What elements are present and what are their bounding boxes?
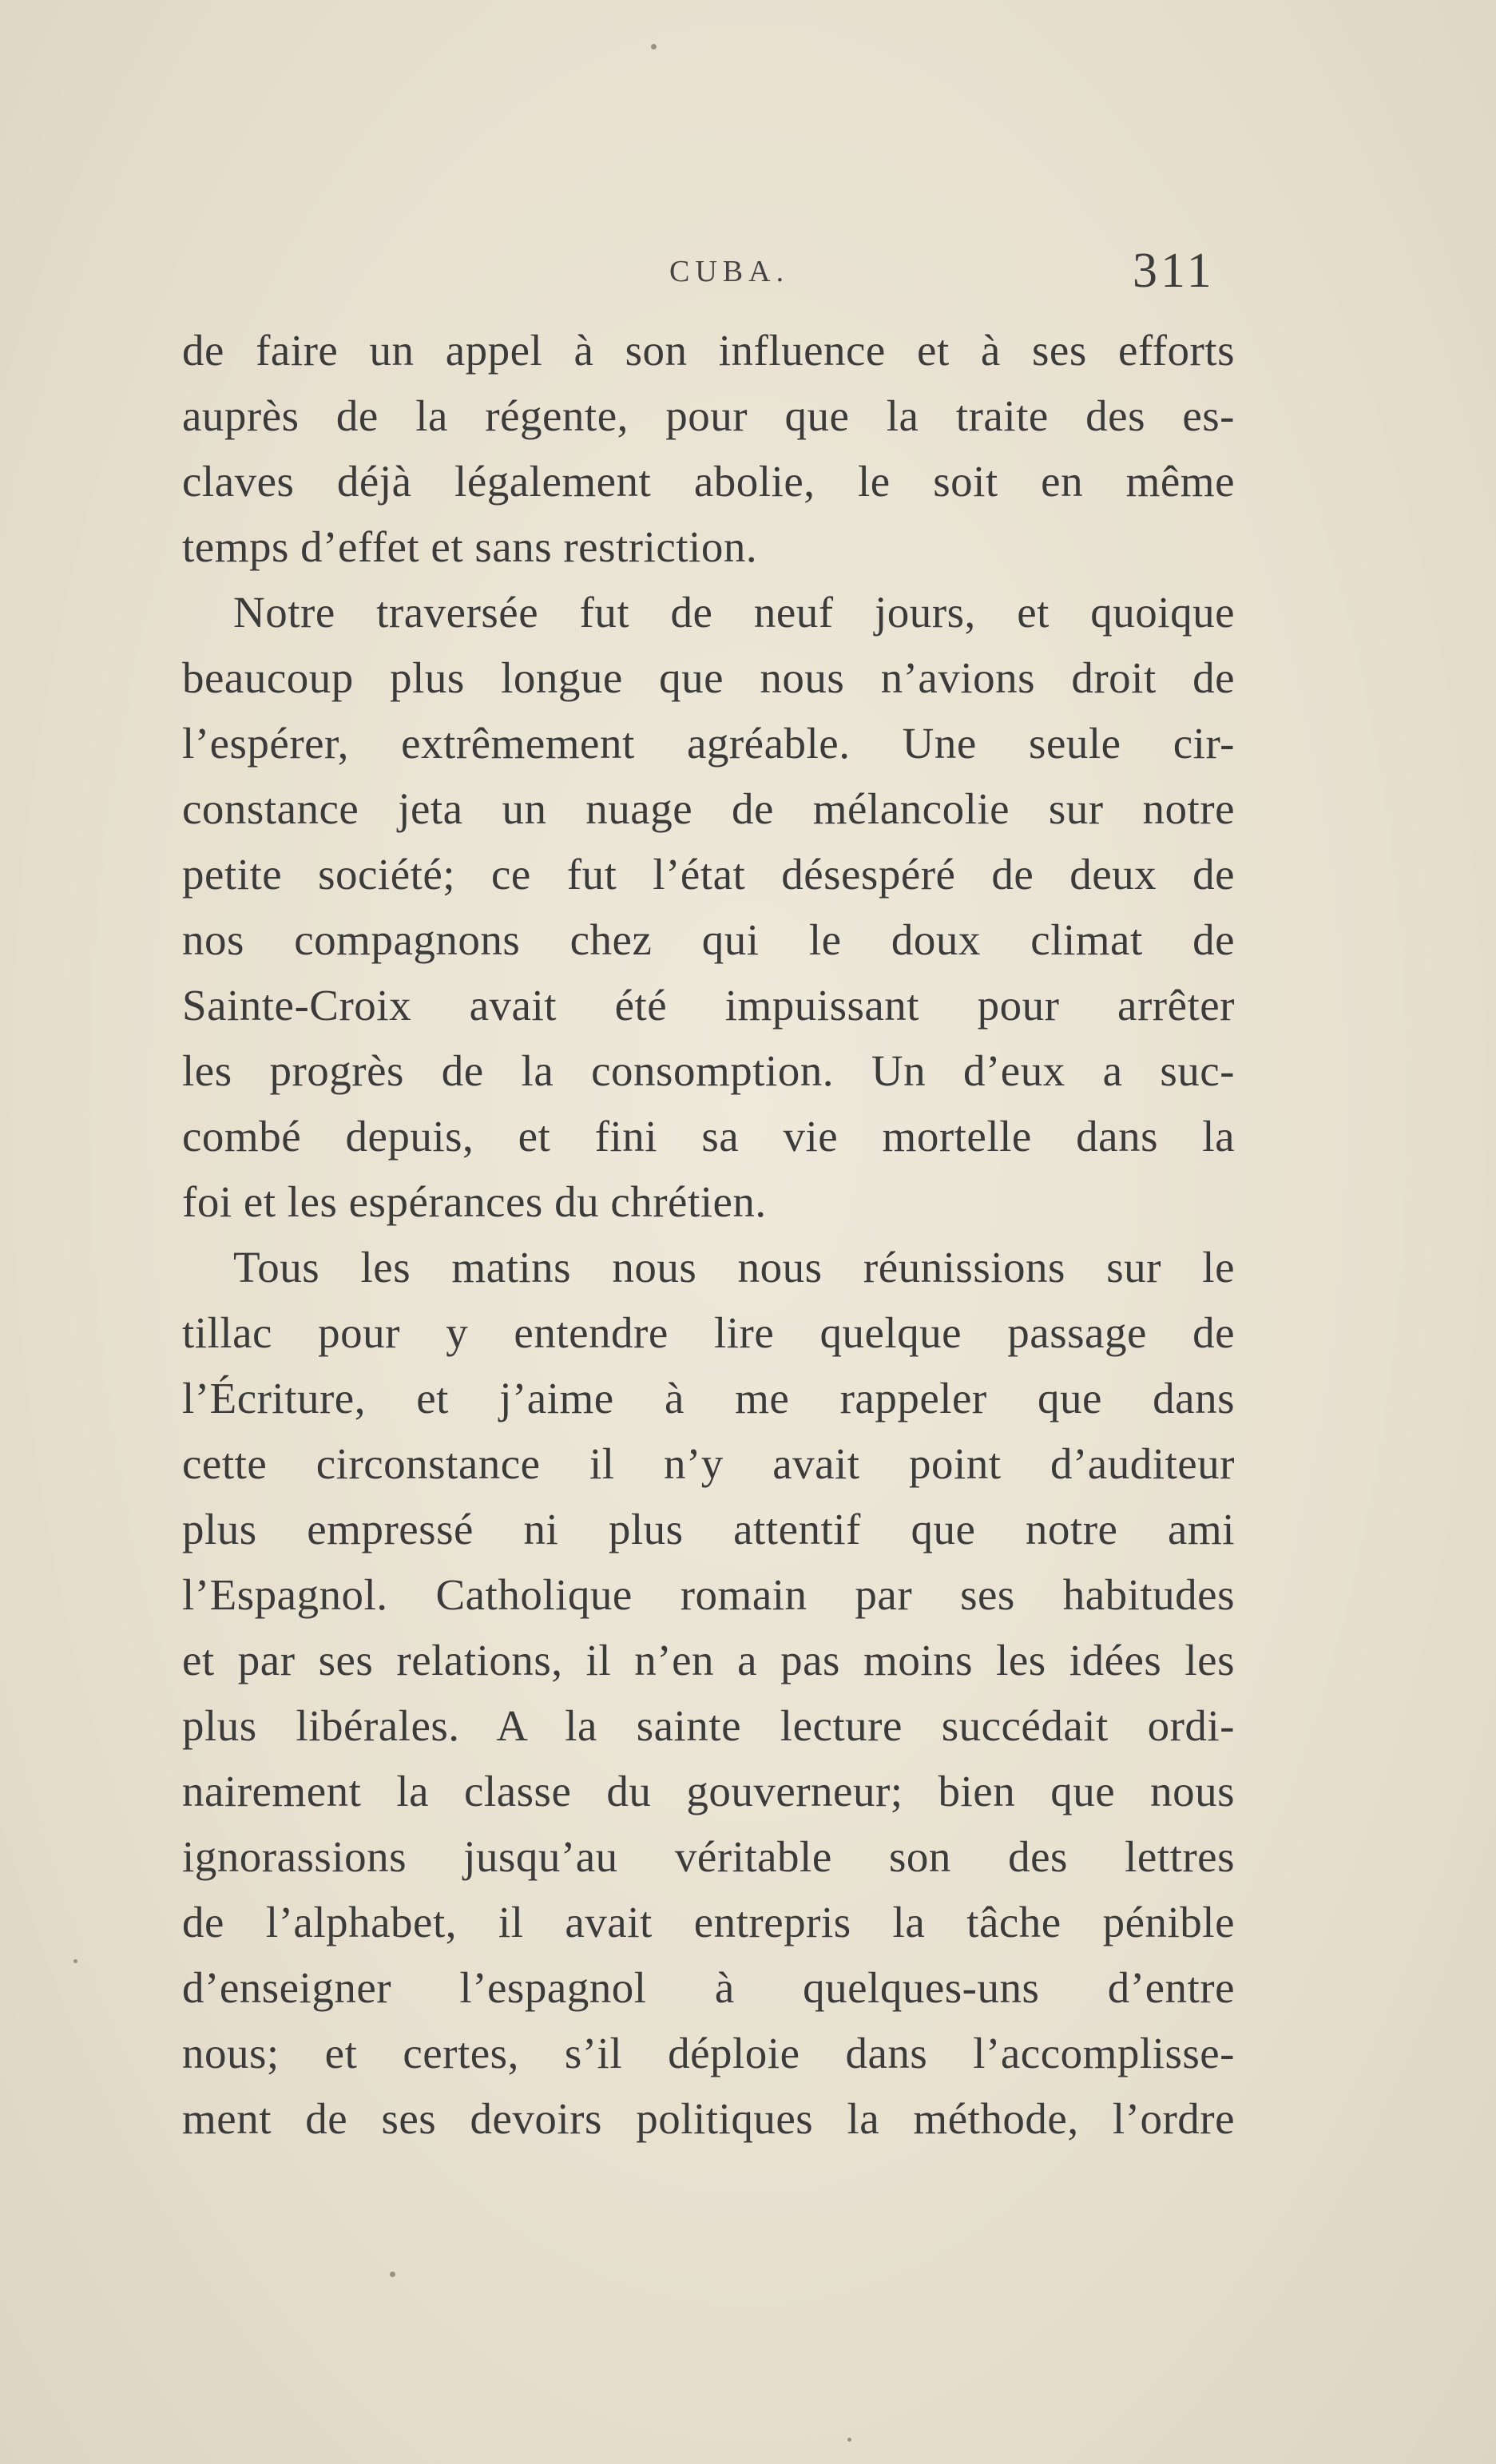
text-line: l’Écriture, et j’aime à me rappeler que dans xyxy=(182,1374,1235,1422)
text-line: de faire un appel à son influence et à ses efforts xyxy=(182,326,1235,375)
text-line: combé depuis, et fini sa vie mortelle dans la xyxy=(182,1112,1235,1161)
paragraph-start-line: Notre traversée fut de neuf jours, et quoique xyxy=(233,588,1235,637)
text-line: constance jeta un nuage de mélancolie sur notre xyxy=(182,784,1235,833)
paper-speck xyxy=(390,2272,395,2277)
text-line: foi et les espérances du chrétien. xyxy=(182,1177,767,1226)
paragraph-start-line: Tous les matins nous nous réunissions sur le xyxy=(233,1243,1235,1292)
paper-speck xyxy=(73,1959,77,1963)
section-title: CUBA. xyxy=(669,255,790,288)
text-line: d’enseigner l’espagnol à quelques-uns d’entre xyxy=(182,1963,1235,2012)
text-line: Sainte-Croix avait été impuissant pour arrêter xyxy=(182,981,1235,1030)
text-line: de l’alphabet, il avait entrepris la tâche pénible xyxy=(182,1898,1235,1946)
text-line: beaucoup plus longue que nous n’avions droit de xyxy=(182,653,1235,702)
text-line: les progrès de la consomption. Un d’eux a suc- xyxy=(182,1046,1235,1095)
page-number: 311 xyxy=(1133,244,1215,298)
paper-speck xyxy=(651,44,657,50)
text-line: auprès de la régente, pour que la traite des es- xyxy=(182,391,1235,440)
text-line: l’espérer, extrêmement agréable. Une seule cir- xyxy=(182,719,1235,768)
text-line: l’Espagnol. Catholique romain par ses habitudes xyxy=(182,1570,1235,1619)
text-line: nos compagnons chez qui le doux climat de xyxy=(182,915,1235,964)
text-line: petite société; ce fut l’état désespéré de deux de xyxy=(182,850,1235,899)
text-line: et par ses relations, il n’en a pas moins les idées les xyxy=(182,1636,1235,1684)
text-line: temps d’effet et sans restriction. xyxy=(182,522,758,571)
text-line: cette circonstance il n’y avait point d’auditeur xyxy=(182,1439,1235,1488)
body-text xyxy=(182,318,1235,2152)
paper-speck xyxy=(847,2438,851,2442)
text-line: plus libérales. A la sainte lecture succédait ordi- xyxy=(182,1701,1235,1750)
text-line: nous; et certes, s’il déploie dans l’accomplisse- xyxy=(182,2029,1235,2077)
text-line: ignorassions jusqu’au véritable son des lettres xyxy=(182,1832,1235,1881)
text-line: ment de ses devoirs politiques la méthode, l’ordre xyxy=(182,2094,1235,2143)
text-line: tillac pour y entendre lire quelque passage de xyxy=(182,1308,1235,1357)
text-line: claves déjà légalement abolie, le soit en même xyxy=(182,457,1235,506)
text-line: nairement la classe du gouverneur; bien que nous xyxy=(182,1767,1235,1815)
running-head xyxy=(0,244,1496,302)
text-line: plus empressé ni plus attentif que notre ami xyxy=(182,1505,1235,1553)
